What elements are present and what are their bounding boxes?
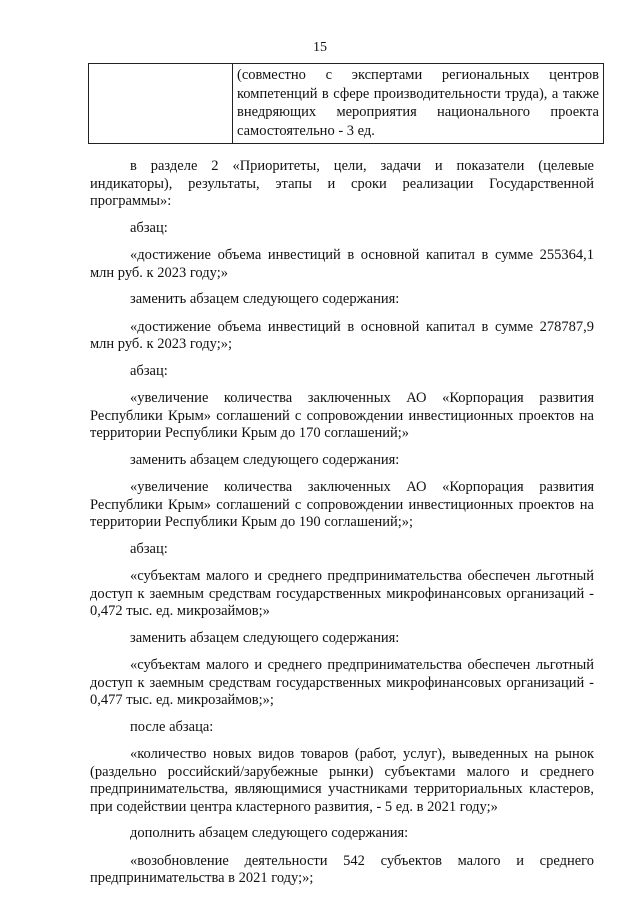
paragraph-quote: «субъектам малого и среднего предпринимательства обеспечен льготный доступ к заемным средствам государственных микрофинансовых организаций - 0,472 тыс. ед. микрозаймов;» [90, 568, 594, 619]
paragraph-quote: «увеличение количества заключенных АО «Корпорация развития Республики Крым» соглашений с сопровождении инвестиционных проектов на территории Республики Крым до 190 соглашений;»; [90, 479, 594, 530]
paragraph-quote: «возобновление деятельности 542 субъектов малого и среднего предпринимательства в 2021 году;»; [90, 852, 594, 886]
paragraph-label: после абзаца: [130, 718, 214, 735]
paragraph-label: дополнить абзацем следующего содержания: [130, 825, 409, 841]
document-body [90, 158, 594, 897]
paragraph-quote: «субъектам малого и среднего предпринимательства обеспечен льготный доступ к заемным средствам государственных микрофинансовых организаций - 0,477 тыс. ед. микрозаймов;»; [90, 657, 594, 708]
paragraph-label: абзац: [130, 219, 168, 236]
paragraph-label: заменить абзацем следующего содержания: [130, 451, 400, 468]
paragraph-label: абзац: [130, 362, 168, 379]
page-number: 15 [313, 40, 327, 55]
table-row [89, 64, 604, 144]
paragraph-quote: «количество новых видов товаров (работ, услуг), выведенных на рынок (раздельно российский/зарубежные рынки) субъектами малого и среднего предпринимательства, являющимися участниками территориальных кластеров, при содействии центра кластерного развития, - 5 ед. в 2021 году;» [90, 746, 594, 815]
paragraph-quote: «увеличение количества заключенных АО «Корпорация развития Республики Крым» соглашений с сопровождении инвестиционных проектов на территории Республики Крым до 170 соглашений;» [90, 390, 594, 441]
table-cell-left [89, 64, 233, 144]
paragraph-quote: «достижение объема инвестиций в основной капитал в сумме 255364,1 млн руб. к 2023 году;» [90, 247, 594, 281]
paragraph-label: заменить абзацем следующего содержания: [130, 629, 400, 646]
paragraph-label: абзац: [130, 540, 168, 557]
table-cell-right: (совместно с экспертами региональных центров компетенций в сфере производительности труда), а также внедряющих мероприятия национального проекта самостоятельно - 3 ед. [233, 64, 604, 144]
continuation-table [88, 63, 604, 144]
paragraph-label: заменить абзацем следующего содержания: [130, 291, 400, 307]
paragraph-quote: «достижение объема инвестиций в основной капитал в сумме 278787,9 млн руб. к 2023 году;»; [90, 318, 594, 352]
paragraph-section-intro: в разделе 2 «Приоритеты, цели, задачи и показатели (целевые индикаторы), результаты, этапы и сроки реализации Государственной программы»: [90, 158, 594, 209]
